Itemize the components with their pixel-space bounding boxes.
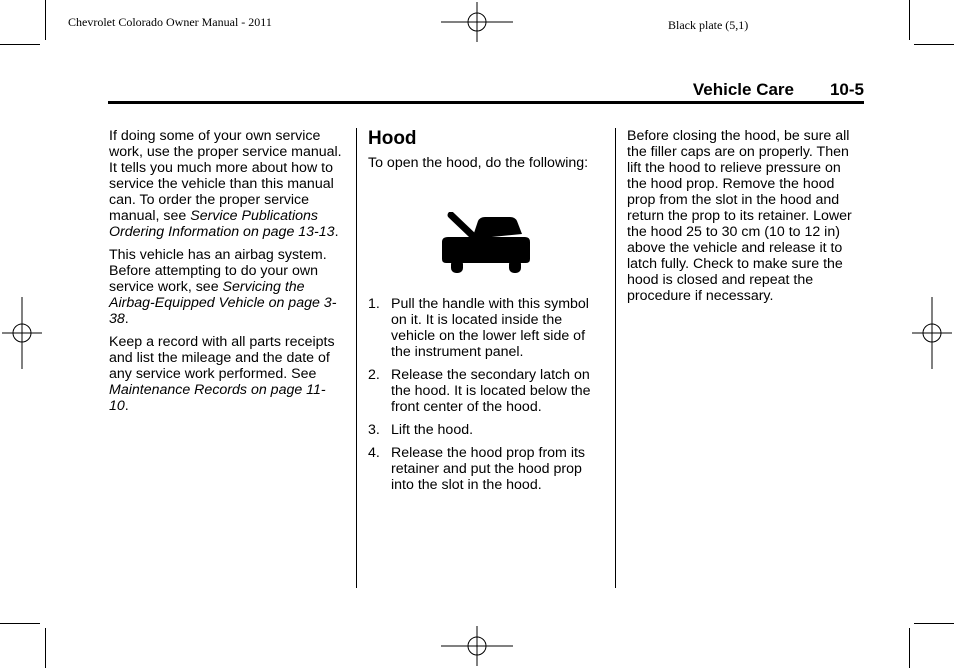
list-item: 4. Release the hood prop from its retainer and put the hood prop into the slot in the hood. (368, 445, 586, 493)
crop-mark-tr-h (914, 44, 954, 45)
service-manual-paragraph: If doing some of your own service work, use the proper service manual. It tells you much more about how to service the vehicle than this manual can. To order the proper service manual, see Service Publications Ordering Information on page 13-13. (109, 128, 342, 240)
hood-intro: To open the hood, do the following: (368, 155, 589, 171)
section-title: Vehicle Care (692, 80, 794, 99)
crop-mark-tr-v (909, 0, 910, 40)
crop-mark-tl-h (0, 44, 40, 45)
column-right (627, 128, 863, 311)
hood-heading: Hood (368, 128, 417, 149)
crop-mark-bl-v (45, 628, 46, 668)
registration-mark-top (441, 2, 513, 42)
crop-mark-br-h (914, 623, 954, 624)
registration-mark-bottom (441, 626, 513, 666)
column-middle (368, 128, 604, 500)
registration-mark-right (912, 297, 952, 369)
list-item: 1. Pull the handle with this symbol on it. It is located inside the vehicle on the lower left side of the instrument panel. (368, 296, 589, 360)
service-publications-link[interactable]: Service Publications Ordering Information on page 13-13 (109, 208, 335, 240)
airbag-paragraph: This vehicle has an airbag system. Before attempting to do your own service work, see Servicing the Airbag-Equipped Vehicle on page 3-38. (109, 247, 337, 327)
crop-mark-tl-v (45, 0, 46, 40)
column-divider-1 (356, 128, 357, 588)
slug-plate-info: Black plate (5,1) (668, 18, 749, 32)
slug-manual-title: Chevrolet Colorado Owner Manual - 2011 (68, 15, 272, 29)
page-number: 10-5 (829, 80, 864, 99)
column-left (109, 128, 345, 421)
crop-mark-br-v (909, 628, 910, 668)
hood-icon-container (368, 178, 604, 296)
airbag-servicing-link[interactable]: Servicing the Airbag-Equipped Vehicle on page 3-38 (109, 279, 337, 327)
hood-steps-list (368, 296, 604, 493)
closing-hood-paragraph: Before closing the hood, be sure all the filler caps are on properly. Then lift the hood to relieve pressure on the hood prop. Remove the hood prop from the slot in the hood and return the prop to its retainer. Lower the hood 25 to 30 cm (10 to 12 in) above the vehicle and release it to latch fully. Check to make sure the hood is closed and repeat the procedure if necessary. (627, 128, 852, 304)
records-paragraph: Keep a record with all parts receipts and list the mileage and the date of any service work performed. See Maintenance Records on page 11-10. (109, 334, 335, 414)
maintenance-records-link[interactable]: Maintenance Records on page 11-10 (109, 382, 326, 414)
running-header (108, 80, 864, 102)
registration-mark-left (2, 297, 42, 369)
header-rule (108, 101, 864, 104)
crop-mark-bl-h (0, 623, 40, 624)
column-divider-2 (615, 128, 616, 588)
list-item: 3. Lift the hood. (368, 422, 474, 438)
list-item: 2. Release the secondary latch on the hood. It is located below the front center of the hood. (368, 367, 591, 415)
hood-release-icon (440, 212, 532, 276)
